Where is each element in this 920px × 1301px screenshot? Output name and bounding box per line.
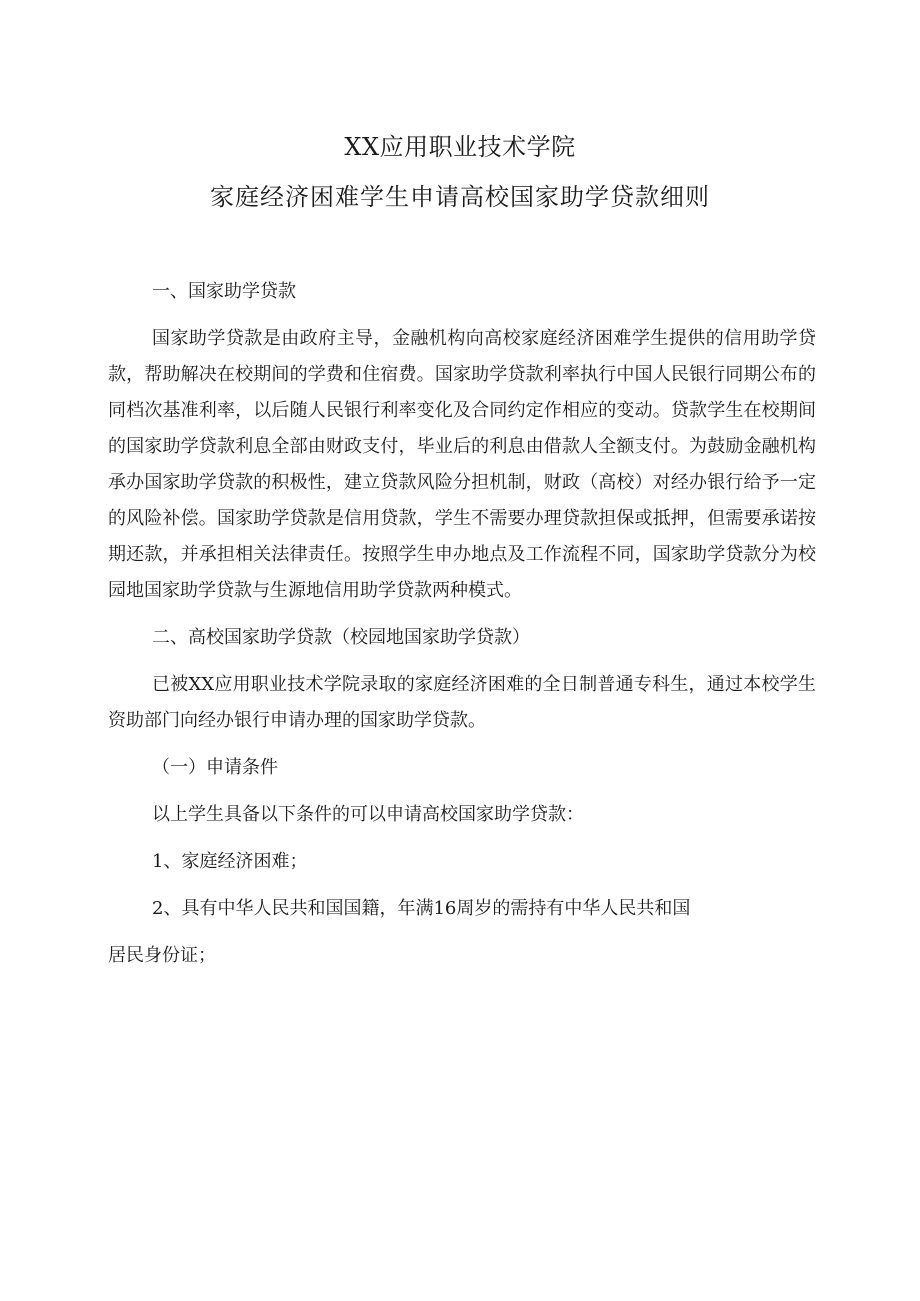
document-body bbox=[108, 274, 816, 985]
conditions-intro: 以上学生具备以下条件的可以申请高校国家助学贷款： bbox=[152, 804, 584, 825]
subsection-heading-conditions: （一）申请条件 bbox=[152, 757, 278, 778]
section-heading-1: 一、国家助学贷款 bbox=[152, 281, 296, 302]
section-paragraph-1: 国家助学贷款是由政府主导，金融机构向高校家庭经济困难学生提供的信用助学贷款，帮助解决在校期间的学费和住宿费。国家助学贷款利率执行中国人民银行同期公布的同档次基准利率，以后随人民银行利率变化及合同约定作相应的变动。贷款学生在校期间的国家助学贷款利息全部由财政支付，毕业后的利息由借款人全额支付。为鼓励金融机构承办国家助学贷款的积极性，建立贷款风险分担机制，财政（高校）对经办银行给予一定的风险补偿。国家助学贷款是信用贷款，学生不需要办理贷款担保或抵押，但需要承诺按期还款，并承担相关法律责任。按照学生申办地点及工作流程不同，国家助学贷款分为校园地国家助学贷款与生源地信用助学贷款两种模式。 bbox=[108, 328, 816, 601]
condition-item-1: 1、家庭经济困难； bbox=[152, 851, 308, 872]
condition-item-2 bbox=[108, 891, 816, 974]
condition-item-2-line-2: 居民身份证； bbox=[108, 945, 216, 966]
section-paragraph-2: 已被XX应用职业技术学院录取的家庭经济困难的全日制普通专科生，通过本校学生资助部门向经办银行申请办理的国家助学贷款。 bbox=[108, 674, 816, 731]
section-heading-2: 二、高校国家助学贷款（校园地国家助学贷款） bbox=[152, 627, 530, 648]
document-title: XX应用职业技术学院 bbox=[344, 133, 576, 161]
condition-item-2-line-1: 2、具有中华人民共和国国籍，年满16周岁的需持有中华人民共和国 bbox=[152, 898, 691, 919]
document-subtitle: 家庭经济困难学生申请高校国家助学贷款细则 bbox=[210, 183, 710, 211]
